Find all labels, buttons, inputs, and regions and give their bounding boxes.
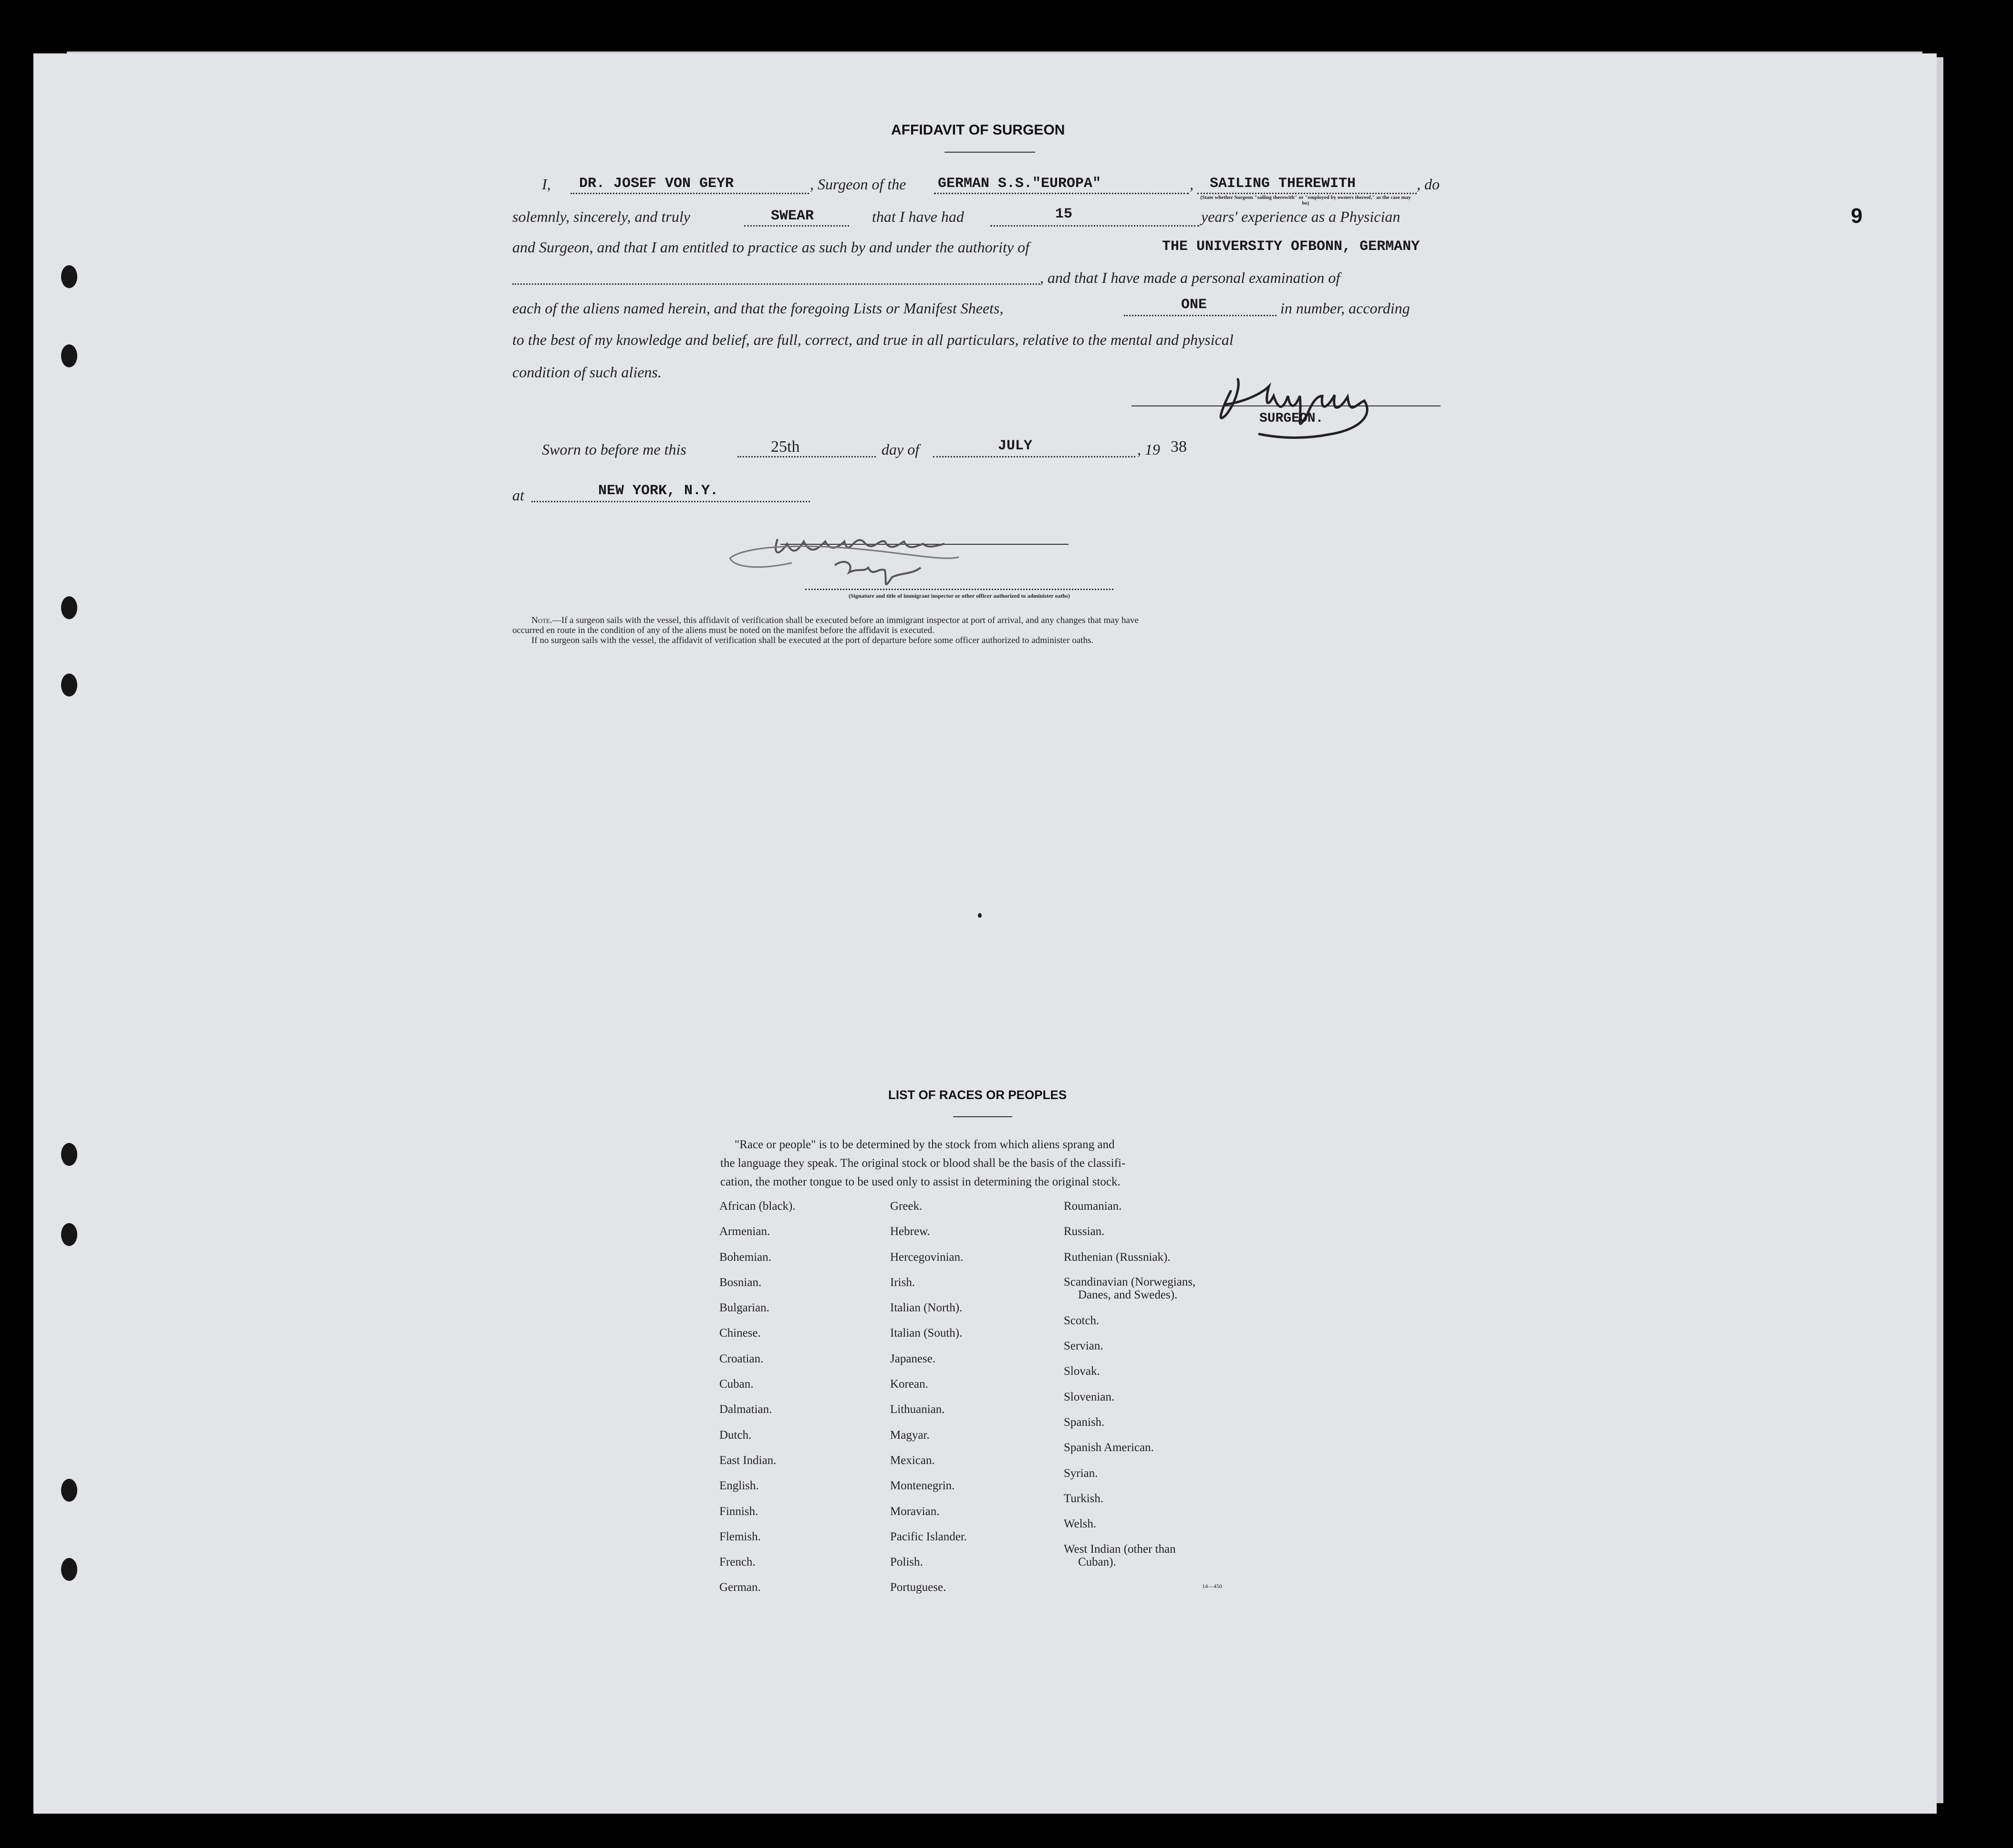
race-item: Roumanian.	[1064, 1200, 1122, 1213]
race-item: East Indian.	[719, 1453, 777, 1467]
oath-field: SWEAR	[771, 208, 814, 224]
race-item: Danes, and Swedes).	[1078, 1288, 1178, 1301]
race-item: French.	[719, 1556, 756, 1569]
row1-mid: , Surgeon of the	[810, 176, 906, 193]
sworn-year: 38	[1171, 438, 1187, 456]
race-item: Italian (South).	[890, 1327, 963, 1340]
races-title: LIST OF RACES OR PEOPLES	[888, 1088, 1067, 1102]
races-intro-line-2: the language they speak. The original stock or blood shall be the basis of the classifi-	[720, 1157, 1126, 1170]
row1-post: , do	[1417, 176, 1440, 193]
sworn-day-line	[737, 456, 876, 457]
oath-line	[744, 225, 849, 227]
race-item: Portuguese.	[890, 1581, 946, 1594]
race-item: Russian.	[1064, 1225, 1105, 1238]
status-field: SAILING THEREWITH	[1210, 176, 1356, 192]
race-item: Bosnian.	[719, 1276, 762, 1289]
race-item: Bulgarian.	[719, 1301, 769, 1315]
row4-post: , and that I have made a personal examination of	[1040, 269, 1340, 286]
inspector-signature-line	[805, 589, 1113, 590]
row5-post: in number, according	[1280, 300, 1410, 317]
race-item: African (black).	[719, 1200, 796, 1213]
punch-hole	[61, 1223, 77, 1246]
race-item: Spanish American.	[1064, 1441, 1154, 1454]
row2-post: years' experience as a Physician	[1201, 208, 1401, 225]
note-line-3: If no surgeon sails with the vessel, the affidavit of verification shall be executed at the port of departure before some officer authorized to administer oaths.	[531, 635, 1094, 645]
races-intro-line-1: "Race or people" is to be determined by the stock from which aliens sprang and	[735, 1138, 1115, 1151]
race-item: Japanese.	[890, 1352, 936, 1365]
status-line	[1197, 193, 1417, 194]
race-item: West Indian (other than	[1064, 1542, 1176, 1556]
race-item: Slovak.	[1064, 1365, 1100, 1378]
years-line	[990, 225, 1199, 227]
race-item: Greek.	[890, 1200, 923, 1213]
place-line	[531, 501, 810, 502]
races-intro	[720, 1135, 1235, 1191]
punch-hole	[61, 1479, 77, 1502]
punch-hole	[61, 674, 77, 696]
authority-field: THE UNIVERSITY OFBONN, GERMANY	[1162, 239, 1420, 255]
race-item: Dutch.	[719, 1428, 752, 1442]
page-number: 9	[1851, 204, 1863, 228]
race-item: Bohemian.	[719, 1250, 772, 1264]
sworn-pre: Sworn to before me this	[542, 441, 686, 458]
race-item: Cuban).	[1078, 1555, 1116, 1568]
race-item: Montenegrin.	[890, 1479, 955, 1493]
form-number: 14—450	[1202, 1583, 1222, 1589]
races-column-3	[1064, 1194, 1195, 1568]
race-item: Servian.	[1064, 1339, 1103, 1353]
inspector-caption: (Signature and title of immigrant inspector or other officer authorized to administer oaths)	[849, 592, 1070, 599]
race-item: Chinese.	[719, 1327, 761, 1340]
surgeon-name-field: DR. JOSEF VON GEYR	[579, 176, 734, 192]
row1-sep: ,	[1190, 176, 1193, 193]
race-item: English.	[719, 1479, 759, 1493]
race-item: Polish.	[890, 1556, 923, 1569]
authority-line-2	[512, 283, 1040, 285]
race-item: Korean.	[890, 1378, 928, 1391]
place-field: NEW YORK, N.Y.	[598, 483, 719, 499]
punch-hole	[61, 1558, 77, 1581]
row2-pre: solemnly, sincerely, and truly	[512, 208, 690, 225]
punch-hole	[61, 1143, 77, 1166]
sworn-year-pre: , 19	[1137, 441, 1160, 458]
surgeon-label: SURGEON.	[1259, 411, 1324, 426]
races-column-1	[719, 1194, 796, 1600]
race-item: Armenian.	[719, 1225, 770, 1238]
race-item: Italian (North).	[890, 1301, 963, 1315]
note-line-2: occurred en route in the condition of any of the aliens must be noted on the manifest before the affidavit is executed.	[512, 625, 934, 635]
race-item: Lithuanian.	[890, 1403, 945, 1416]
race-item: German.	[719, 1581, 761, 1594]
row2-mid: that I have had	[872, 208, 964, 225]
row5-pre: each of the aliens named herein, and that the foregoing Lists or Manifest Sheets,	[512, 300, 1004, 317]
race-item: Dalmatian.	[719, 1403, 772, 1416]
row3-pre: and Surgeon, and that I am entitled to practice as such by and under the authority of	[512, 239, 1029, 256]
race-item: Irish.	[890, 1276, 915, 1289]
race-item: Finnish.	[719, 1505, 758, 1518]
race-item: Pacific Islander.	[890, 1530, 967, 1543]
sheets-line	[1124, 315, 1276, 316]
sworn-month: JULY	[998, 438, 1033, 454]
stray-mark	[978, 913, 982, 918]
punch-hole	[61, 596, 77, 619]
race-item: Syrian.	[1064, 1466, 1098, 1480]
sworn-month-line	[933, 456, 1135, 457]
affidavit-title: AFFIDAVIT OF SURGEON	[891, 122, 1065, 138]
race-item: Scotch.	[1064, 1314, 1100, 1327]
document-page	[33, 53, 1937, 1814]
race-item: Hercegovinian.	[890, 1250, 964, 1264]
races-title-rule	[953, 1116, 1012, 1117]
status-note: (State whether Surgeon "sailing therewith" or "employed by owners thereof," as the case may be)	[1200, 195, 1411, 206]
place-pre: at	[512, 487, 524, 504]
race-item: Croatian.	[719, 1352, 764, 1365]
note-label: Note.	[531, 615, 552, 625]
race-item: Scandinavian (Norwegians,	[1064, 1275, 1196, 1288]
surgeon-name-line	[571, 193, 809, 194]
race-item: Cuban.	[719, 1378, 754, 1391]
affidavit-note	[512, 615, 1442, 645]
race-item: Magyar.	[890, 1428, 930, 1442]
race-item: Slovenian.	[1064, 1390, 1115, 1403]
note-line-1: —If a surgeon sails with the vessel, this affidavit of verification shall be executed before an immigrant inspector at port of arrival, and any changes that may have	[552, 615, 1139, 625]
race-item: Hebrew.	[890, 1225, 930, 1238]
races-column-2	[890, 1194, 967, 1600]
race-item: Ruthenian (Russniak).	[1064, 1250, 1171, 1264]
title-rule	[944, 152, 1035, 153]
races-intro-line-3: cation, the mother tongue to be used only to assist in determining the original stock.	[720, 1175, 1121, 1188]
years-field: 15	[1055, 206, 1073, 222]
vessel-line	[934, 193, 1189, 194]
vessel-field: GERMAN S.S."EUROPA"	[938, 176, 1101, 192]
row1-pre: I,	[542, 176, 551, 193]
race-item: Mexican.	[890, 1453, 935, 1467]
sheets-field: ONE	[1181, 297, 1207, 313]
punch-hole	[61, 344, 77, 367]
inspector-signature	[720, 520, 987, 592]
race-item: Welsh.	[1064, 1517, 1097, 1531]
race-item: Moravian.	[890, 1505, 940, 1518]
race-item: Flemish.	[719, 1530, 761, 1543]
punch-hole	[61, 265, 77, 288]
sworn-day: 25th	[771, 438, 800, 456]
surgeon-signature	[1212, 358, 1393, 444]
race-item: Turkish.	[1064, 1492, 1104, 1505]
row7: condition of such aliens.	[512, 363, 662, 381]
race-item: Spanish.	[1064, 1416, 1105, 1429]
sworn-mid: day of	[882, 441, 920, 458]
row6: to the best of my knowledge and belief, are full, correct, and true in all particulars, relative to the mental and physical	[512, 331, 1234, 348]
